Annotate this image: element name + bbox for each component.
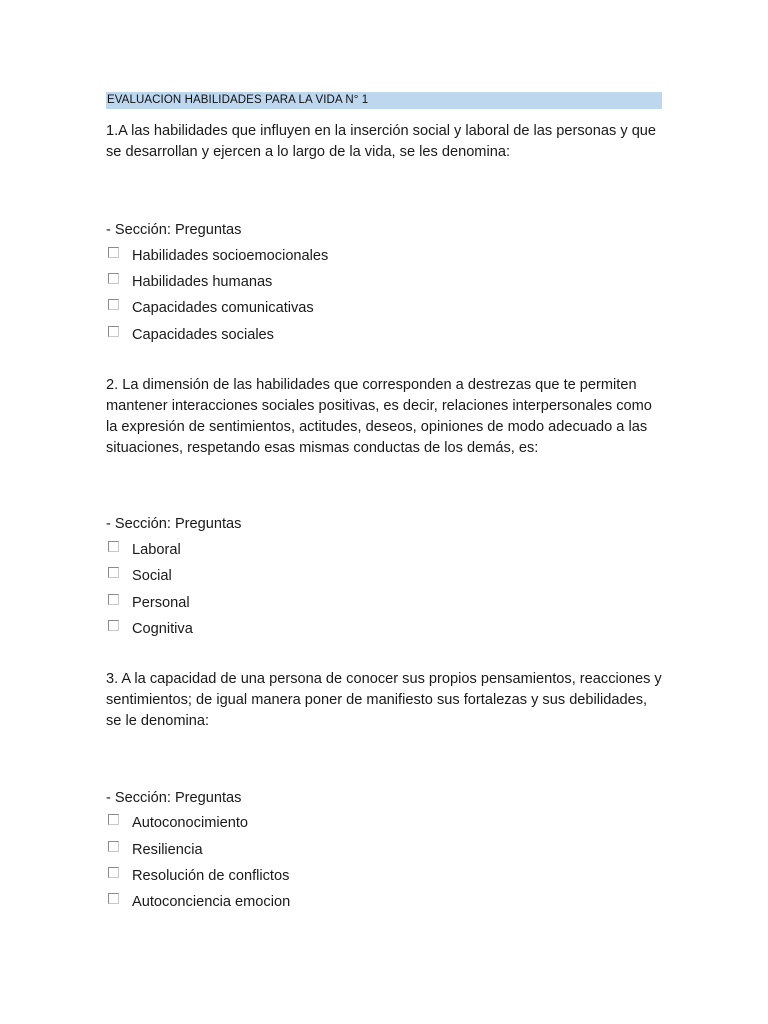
checkbox-icon[interactable] [108,541,119,552]
question-2-text: 2. La dimensión de las habilidades que corresponden a destrezas que te permiten mantener interacciones sociales positivas, es decir, relaciones interpersonales como la expresión de sentimientos, actitudes, deseos, opiniones de modo adecuado a las situaciones, respetando esas mismas conductas de los demás, es: [106,377,652,456]
checkbox-icon[interactable] [108,273,119,284]
question-1-text: 1.A las habilidades que influyen en la inserción social y laboral de las personas y que se desarrollan y ejercen a lo largo de la vida, se les denomina: [106,123,657,160]
option-label: Autoconocimiento [132,815,249,831]
checkbox-icon[interactable] [108,326,119,337]
checkbox-icon[interactable] [108,841,119,852]
document-title: EVALUACION HABILIDADES PARA LA VIDA N° 1 [106,92,662,109]
option-label: Personal [132,595,190,611]
option-label: Laboral [132,542,181,558]
option-label: Habilidades socioemocionales [132,248,329,264]
question-3-section-label: - Sección: Preguntas [106,790,242,806]
option-label: Habilidades humanas [132,274,273,290]
option-label: Social [132,568,172,584]
checkbox-icon[interactable] [108,814,119,825]
option-label: Capacidades comunicativas [132,300,314,316]
option-label: Cognitiva [132,621,193,637]
option-label: Resolución de conflictos [132,868,290,884]
option-label: Resiliencia [132,842,203,858]
question-3-text: 3. A la capacidad de una persona de conocer sus propios pensamientos, reacciones y sentimientos; de igual manera poner de manifiesto sus fortalezas y sus debilidades, se le denomina: [106,671,662,729]
checkbox-icon[interactable] [108,620,119,631]
question-1-section-label: - Sección: Preguntas [106,222,242,238]
option-label: Capacidades sociales [132,327,274,343]
checkbox-icon[interactable] [108,247,119,258]
checkbox-icon[interactable] [108,893,119,904]
checkbox-icon[interactable] [108,567,119,578]
option-label: Autoconciencia emocion [132,894,291,910]
question-2-section-label: - Sección: Preguntas [106,516,242,532]
checkbox-icon[interactable] [108,594,119,605]
checkbox-icon[interactable] [108,299,119,310]
checkbox-icon[interactable] [108,867,119,878]
